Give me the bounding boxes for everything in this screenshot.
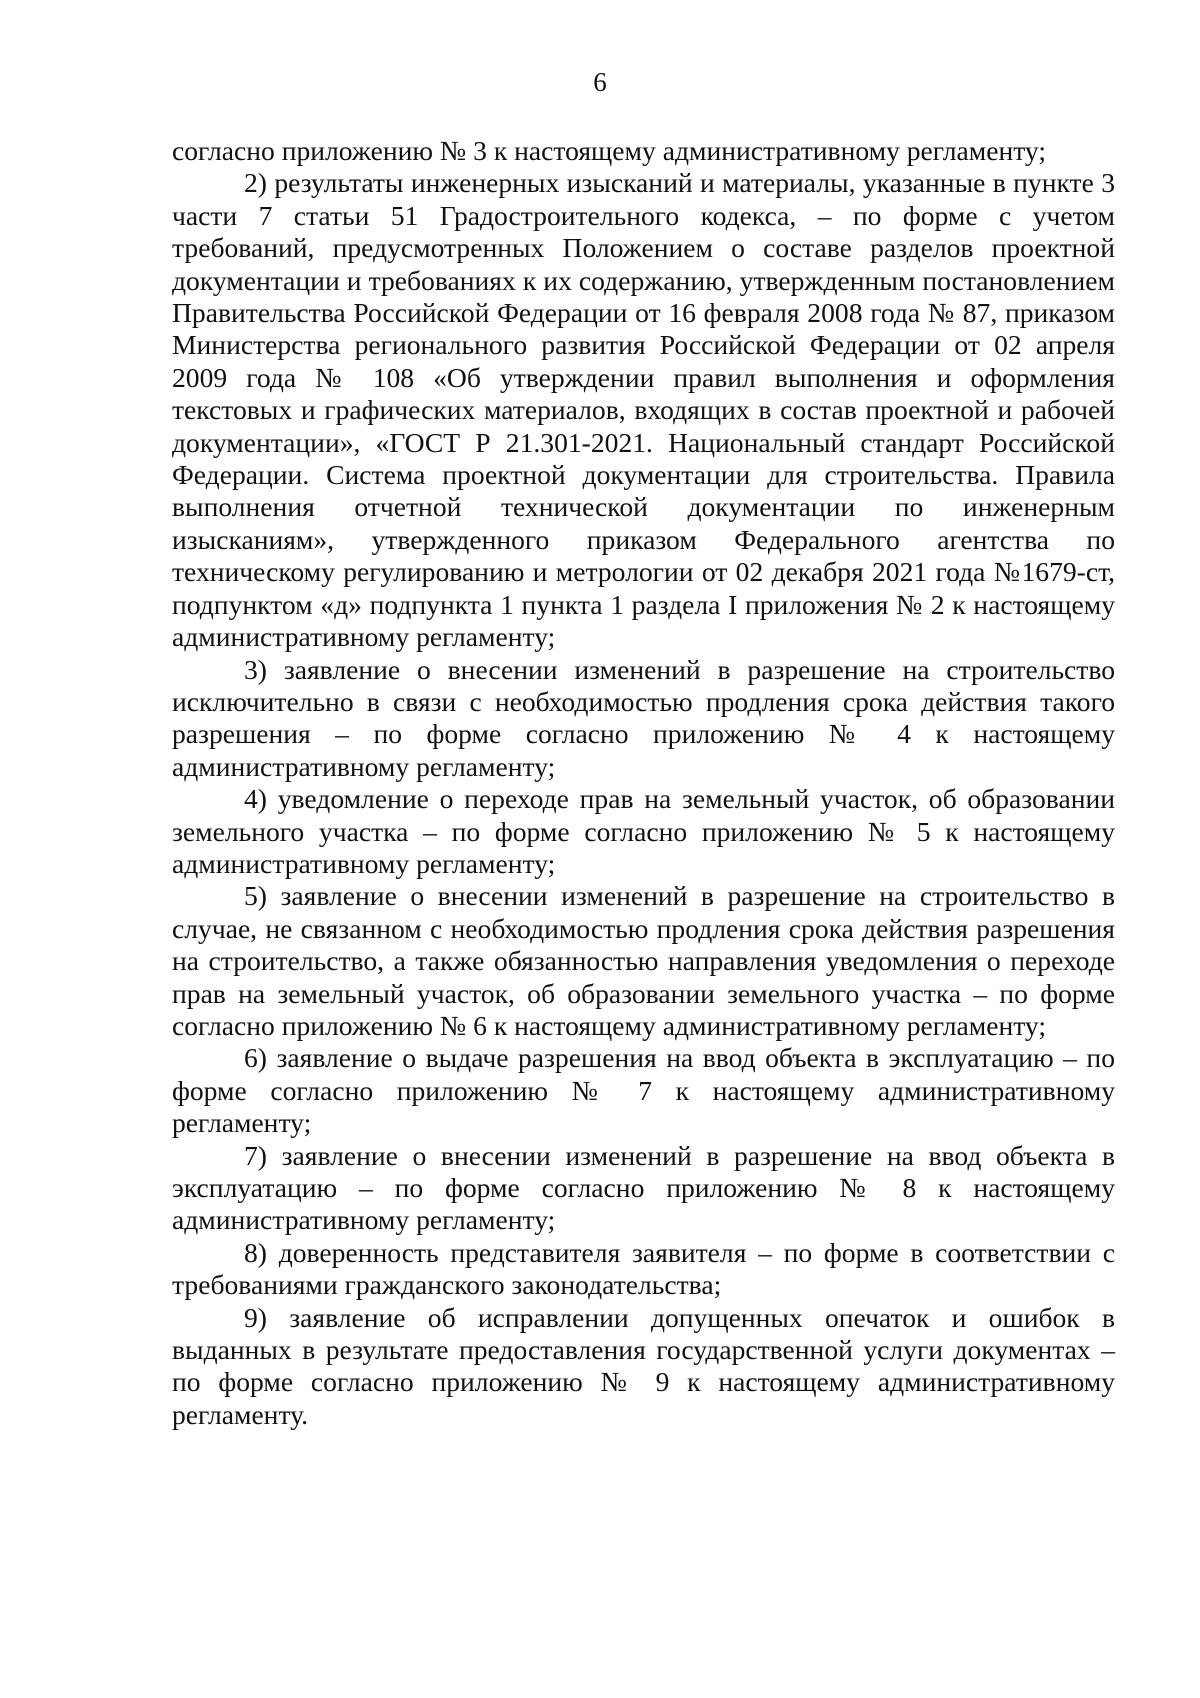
document-body [172,135,1115,1431]
list-item-5: 5) заявление о внесении изменений в разрешение на строительство в случае, не связанном с необходимостью продления срока действия разрешения на строительство, а также обязанностью направления уведомления о переходе прав на земельный участок, об образовании земельного участка – по форме согласно приложению № 6 к настоящему административному регламенту; [172,880,1115,1041]
list-item-3: 3) заявление о внесении изменений в разрешение на строительство исключительно в связи с необходимостью продления срока действия такого разрешения – по форме согласно приложению № 4 к настоящему административному регламенту; [172,653,1115,782]
list-item-2: 2) результаты инженерных изысканий и материалы, указанные в пункте 3 части 7 статьи 51 Градостроительного кодекса, – по форме с учетом требований, предусмотренных Положением о составе разделов проектной документации и требованиях к их содержанию, утвержденным постановлением Правительства Российской Федерации от 16 февраля 2008 года № 87, приказом Министерства регионального развития Российской Федерации от 02 апреля 2009 года № 108 «Об утверждении правил выполнения и оформления текстовых и графических материалов, входящих в состав проектной и рабочей документации», «ГОСТ Р 21.301-2021. Национальный стандарт Российской Федерации. Система проектной документации для строительства. Правила выполнения отчетной технической документации по инженерным изысканиям», утвержденного приказом Федерального агентства по техническому регулированию и метрологии от 02 декабря 2021 года №1679-ст, подпунктом «д» подпункта 1 пункта 1 раздела I приложения № 2 к настоящему административному регламенту; [172,167,1115,653]
list-item-9: 9) заявление об исправлении допущенных опечаток и ошибок в выданных в результате предоставления государственной услуги документах – по форме согласно приложению № 9 к настоящему административному регламенту. [172,1301,1115,1430]
list-item-7: 7) заявление о внесении изменений в разрешение на ввод объекта в эксплуатацию – по форме согласно приложению № 8 к настоящему административному регламенту; [172,1139,1115,1236]
paragraph-continuation: согласно приложению № 3 к настоящему административному регламенту; [172,135,1047,166]
list-item-4: 4) уведомление о переходе прав на земельный участок, об образовании земельного участка – по форме согласно приложению № 5 к настоящему административному регламенту; [172,783,1115,879]
list-item-8: 8) доверенность представителя заявителя – по форме в соответствии с требованиями гражданского законодательства; [172,1236,1115,1301]
list-item-6: 6) заявление о выдаче разрешения на ввод объекта в эксплуатацию – по форме согласно приложению № 7 к настоящему административному регламенту; [172,1042,1115,1139]
page-number: 6 [593,67,607,97]
